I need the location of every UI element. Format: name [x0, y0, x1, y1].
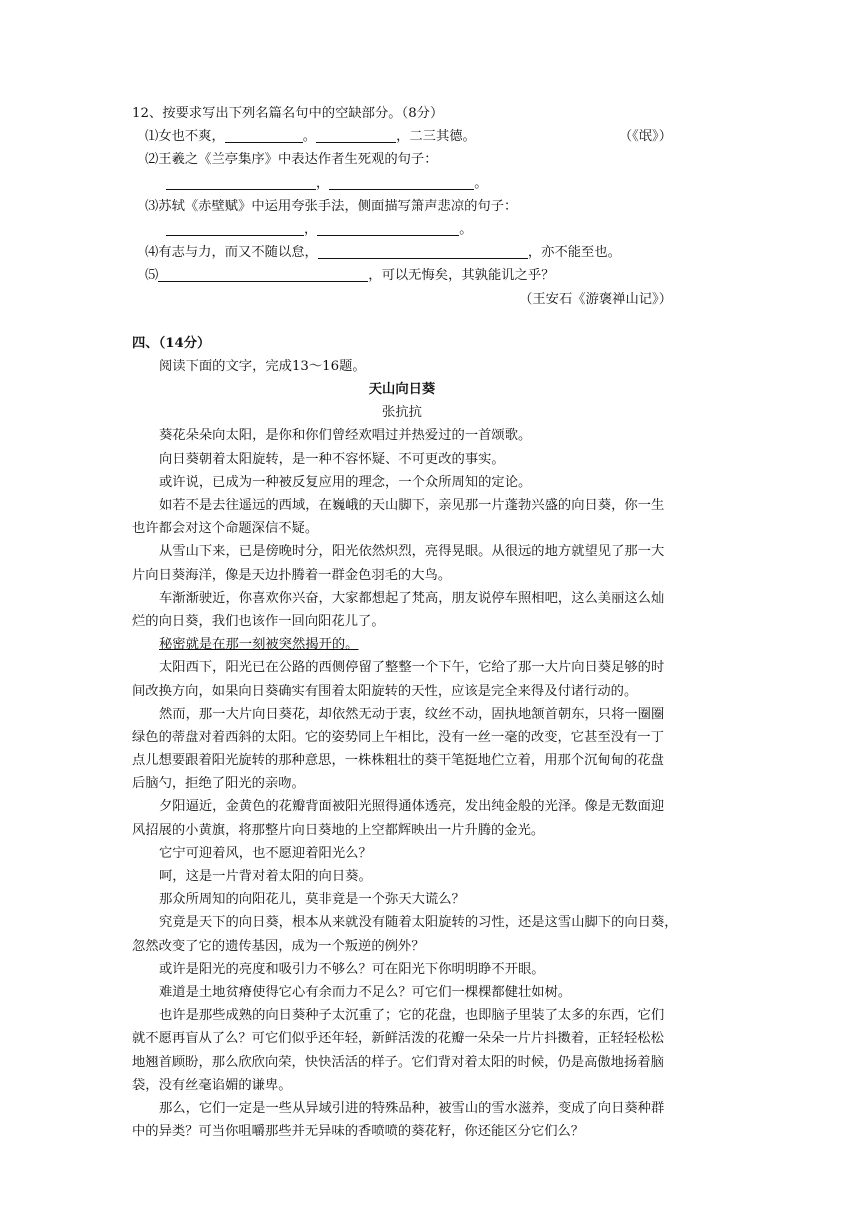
- article-line: 难道是土地贫瘠使得它心有余而力不足么？可它们一棵棵都健壮如树。: [159, 984, 572, 1000]
- article-line: 中的异类？可当你咀嚼那些并无异味的香喷喷的葵花籽，你还能区分它们么？: [132, 1124, 585, 1140]
- q12-item-3-sep: ，: [304, 221, 318, 237]
- article-line: 风招展的小黄旗，将那整片向日葵地的上空都辉映出一片升腾的金光。: [132, 822, 545, 838]
- q12-item-3: ⑶苏轼《赤壁赋》中运用夸张手法，侧面描写箫声悲凉的句子：: [145, 198, 518, 214]
- article-line: 绿色的蒂盘对着西斜的太阳。它的姿势同上午相比，没有一丝一毫的改变，它甚至没有一丁: [132, 729, 664, 745]
- article-line-underlined: [132, 633, 672, 656]
- article-line: 呵，这是一片背对着太阳的向日葵。: [159, 869, 372, 884]
- section-4-instruction: 阅读下面的文字，完成13～16题。: [159, 358, 366, 374]
- q12-item-4-text-b: ，亦不能至也。: [527, 245, 621, 261]
- q12-item-1-source: （《氓》）: [618, 129, 672, 145]
- q12-item-2-end: 。: [474, 175, 488, 191]
- q12-item-2-sep: ，: [316, 175, 330, 191]
- q12-item-3-end: 。: [459, 221, 473, 237]
- article-line: 究竟是天下的向日葵，根本从来就没有随着太阳旋转的习性，还是这雪山脚下的向日葵，: [159, 915, 678, 931]
- answer-blank-5[interactable]: [158, 266, 368, 282]
- q12-item-4: [132, 241, 672, 264]
- q12-item-1-text-c: ，二三其德。: [396, 129, 476, 145]
- q12-item-3-answer: [132, 218, 672, 241]
- article-line: 向日葵朝着太阳旋转，是一种不容怀疑、不可更改的事实。: [159, 451, 505, 467]
- article-line: 夕阳逼近，金黄色的花瓣背面被阳光照得通体透亮，发出纯金般的光泽。像是无数面迎: [159, 799, 665, 815]
- q12-item-1-text-b: 。: [302, 129, 317, 145]
- underlined-sentence: 秘密就是在那一刻被突然揭开的。: [159, 637, 359, 653]
- q12-item-5: [132, 264, 672, 287]
- answer-blank-3a[interactable]: [166, 220, 304, 236]
- section-4-heading: 四、（14分）: [132, 335, 211, 351]
- article-line: 或许说，已成为一种被反复应用的理念，一个众所周知的定论。: [159, 474, 532, 490]
- article-line: 那众所周知的向阳花儿，莫非竟是一个弥天大谎么？: [159, 892, 465, 908]
- answer-blank-2a[interactable]: [166, 174, 316, 190]
- question-12-title: 12、按要求写出下列名篇名句中的空缺部分。（8分）: [132, 106, 444, 121]
- q12-item-4-text-a: ⑷有志与力，而又不随以怠，: [145, 245, 318, 261]
- article-line: 那么，它们一定是一些从异域引进的特殊品种，被雪山的雪水滋养，变成了向日葵种群: [159, 1100, 665, 1116]
- article-line: 间改换方向，如果向日葵确实有围着太阳旋转的天性，应该是完全来得及付诸行动的。: [132, 683, 638, 699]
- article-line: 葵花朵朵向太阳，是你和你们曾经欢唱过并热爱过的一首颂歌。: [159, 428, 532, 444]
- article-line: 片向日葵海洋，像是天边扑腾着一群金色羽毛的大鸟。: [132, 567, 452, 583]
- article-body: [132, 424, 678, 1143]
- article-line: 从雪山下来，已是傍晚时分，阳光依然炽烈，亮得晃眼。从很远的地方就望见了那一大: [159, 544, 665, 560]
- article-line: 也许是那些成熟的向日葵种子太沉重了；它的花盘，也即脑子里装了太多的东西，它们: [159, 1008, 665, 1024]
- q12-item-1-text-a: ⑴女也不爽，: [145, 129, 225, 145]
- article-line: 车渐渐驶近，你喜欢你兴奋，大家都想起了梵高，朋友说停车照相吧，这么美丽这么灿: [159, 590, 665, 606]
- q12-item-1: [132, 125, 672, 148]
- answer-blank-1b[interactable]: [316, 127, 396, 143]
- article-author: 张抗抗: [382, 405, 422, 421]
- article-line: 就不愿再盲从了么？可它们似乎还年轻，新鲜活泼的花瓣一朵朵一片片抖擞着，正轻轻松松: [132, 1031, 664, 1047]
- article-title: 天山向日葵: [368, 382, 436, 398]
- answer-blank-2b[interactable]: [329, 174, 474, 190]
- q12-item-5-text-a: ⑸: [145, 268, 159, 284]
- article-line: 烂的向日葵，我们也该作一回向阳花儿了。: [132, 613, 385, 629]
- article-line: 后脑勺，拒绝了阳光的亲吻。: [132, 776, 305, 792]
- q12-item-5-source: （王安石《游褒禅山记》）: [519, 291, 672, 307]
- article-line: 也许都会对这个命题深信不疑。: [132, 521, 319, 537]
- answer-blank-1a[interactable]: [225, 127, 303, 143]
- answer-blank-3b[interactable]: [317, 220, 459, 236]
- q12-item-5-text-b: ，可以无悔矣，其孰能讥之乎？: [368, 268, 555, 284]
- article-line: 袋，没有丝毫谄媚的谦卑。: [132, 1077, 292, 1093]
- article-line: 点儿想要跟着阳光旋转的那种意思，一株株粗壮的葵干笔挺地伫立着，用那个沉甸甸的花盘: [132, 753, 664, 769]
- article-line: 如若不是去往遥远的西域，在巍峨的天山脚下，亲见那一片蓬勃兴盛的向日葵，你一生: [159, 498, 665, 513]
- article-line: 它宁可迎着风，也不愿迎着阳光么？: [159, 845, 372, 861]
- article-line: 太阳西下，阳光已在公路的西侧停留了整整一个下午，它给了那一大片向日葵足够的时: [159, 660, 665, 676]
- article-line: 地翘首顾盼，那么欣欣向荣，快快活活的样子。它们背对着太阳的时候，仍是高傲地扬着脑: [132, 1054, 664, 1070]
- article-line: 然而，那一大片向日葵花，却依然无动于衷，纹丝不动，固执地颔首朝东，只将一圈圈: [159, 706, 665, 722]
- q12-item-5-source-line: [132, 288, 672, 311]
- article-line: 或许是阳光的亮度和吸引力不够么？可在阳光下你明明睁不开眼。: [159, 961, 545, 977]
- content: [132, 102, 678, 1143]
- answer-blank-4[interactable]: [318, 243, 528, 259]
- article-line: 忽然改变了它的遗传基因，成为一个叛逆的例外？: [132, 938, 425, 954]
- q12-item-2: ⑵王羲之《兰亭集序》中表达作者生死观的句子：: [145, 152, 438, 168]
- q12-item-2-answer: [132, 172, 672, 195]
